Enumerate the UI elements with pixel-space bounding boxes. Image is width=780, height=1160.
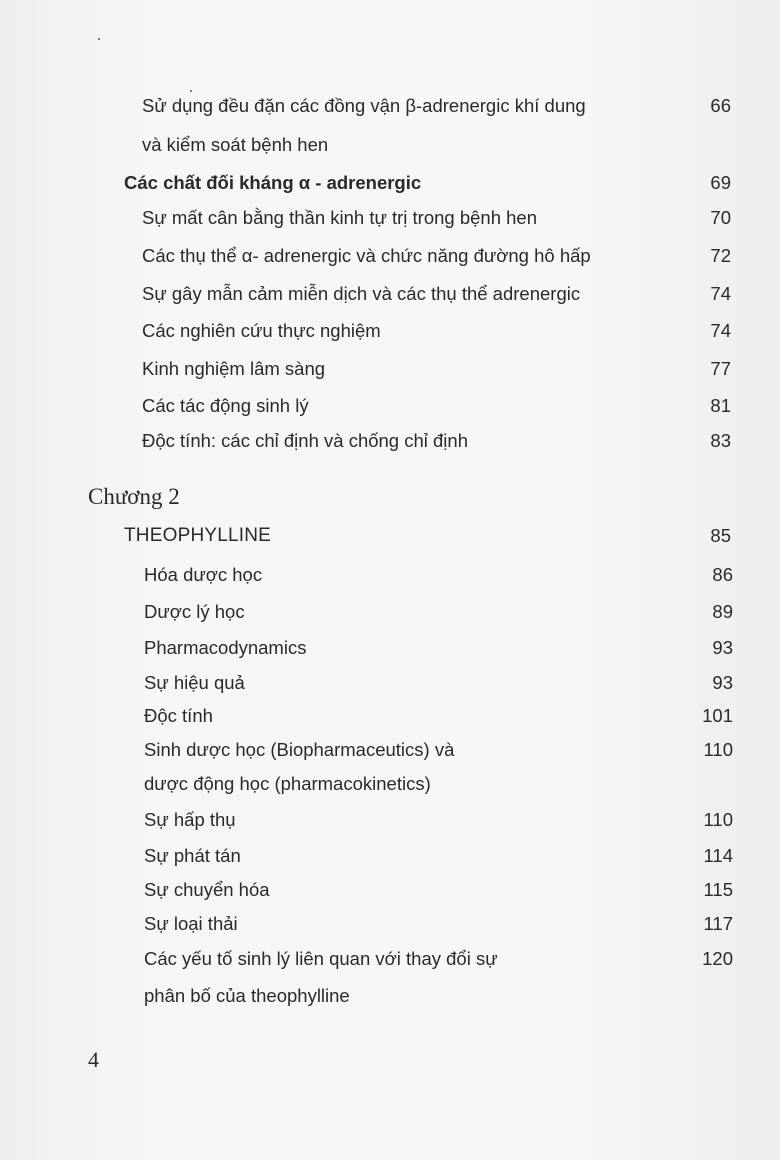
print-speck (190, 90, 192, 92)
toc-entry-page: 93 (712, 637, 733, 658)
toc-entry-text: Độc tính: các chỉ định và chống chỉ định (142, 430, 468, 451)
toc-entry-text: Hóa dược học (144, 564, 263, 585)
chapter-title: THEOPHYLLINE (124, 525, 272, 546)
toc-entry-page: 89 (712, 601, 733, 622)
toc-entry-page: 81 (710, 395, 731, 416)
toc-entry-page: 110 (703, 809, 733, 830)
toc-entry-text: Các tác động sinh lý (142, 395, 309, 416)
toc-entry-text: Sinh dược học (Biopharmaceutics) và (144, 739, 455, 760)
toc-entry-text: Kinh nghiệm lâm sàng (142, 358, 326, 379)
toc-entry-page: 120 (702, 948, 733, 969)
page-number-folio: 4 (88, 1047, 99, 1072)
toc-entry-page: 77 (710, 358, 731, 379)
toc-entry-page: 83 (710, 430, 731, 451)
toc-entry-text: Sự hấp thụ (144, 809, 236, 830)
toc-entry-text: Các thụ thể α- adrenergic và chức năng đường hô hấp (142, 245, 591, 266)
toc-entry-text: Sự gây mẫn cảm miễn dịch và các thụ thể adrenergic (142, 283, 581, 304)
toc-entry-text: phân bố của theophylline (144, 985, 350, 1006)
toc-entry-text: Sự chuyển hóa (144, 879, 270, 900)
print-speck (98, 38, 100, 40)
toc-entry-page: 86 (712, 564, 733, 585)
toc-entry-text: Sự hiệu quả (144, 672, 245, 693)
toc-entry-text: Độc tính (144, 705, 213, 726)
toc-entry-text: Các nghiên cứu thực nghiệm (142, 320, 381, 341)
toc-section-heading: Các chất đối kháng α - adrenergic (124, 172, 422, 193)
toc-entry-page: 74 (710, 283, 731, 304)
toc-entry-text: dược động học (pharmacokinetics) (144, 773, 431, 794)
toc-entry-page: 115 (703, 879, 733, 900)
toc-entry-text: Pharmacodynamics (144, 637, 307, 658)
toc-entry-page: 101 (702, 705, 733, 726)
toc-entry-page: 110 (703, 739, 733, 760)
toc-entry-page: 72 (710, 245, 731, 266)
toc-entry-page: 117 (703, 913, 733, 934)
toc-entry-page: 69 (710, 172, 731, 193)
toc-entry-page: 70 (710, 207, 731, 228)
toc-entry-text: Các yếu tố sinh lý liên quan với thay đổi sự (144, 948, 498, 969)
toc-entry-text: Sử dụng đều đặn các đồng vận β-adrenergic khí dung (142, 95, 586, 116)
toc-entry-page: 93 (712, 672, 733, 693)
toc-entry-page: 74 (710, 320, 731, 341)
toc-entry-page: 66 (710, 95, 731, 116)
toc-entry-text: Sự phát tán (144, 845, 241, 866)
toc-entry-text: Dược lý học (144, 601, 245, 622)
toc-entry-text: và kiểm soát bệnh hen (142, 134, 329, 155)
chapter-page: 85 (710, 525, 731, 546)
toc-entry-text: Sự mất cân bằng thần kinh tự trị trong bệnh hen (142, 207, 538, 228)
toc-entry-page: 114 (703, 845, 733, 866)
chapter-label: Chương 2 (88, 484, 180, 509)
toc-entry-text: Sự loại thải (144, 913, 238, 934)
